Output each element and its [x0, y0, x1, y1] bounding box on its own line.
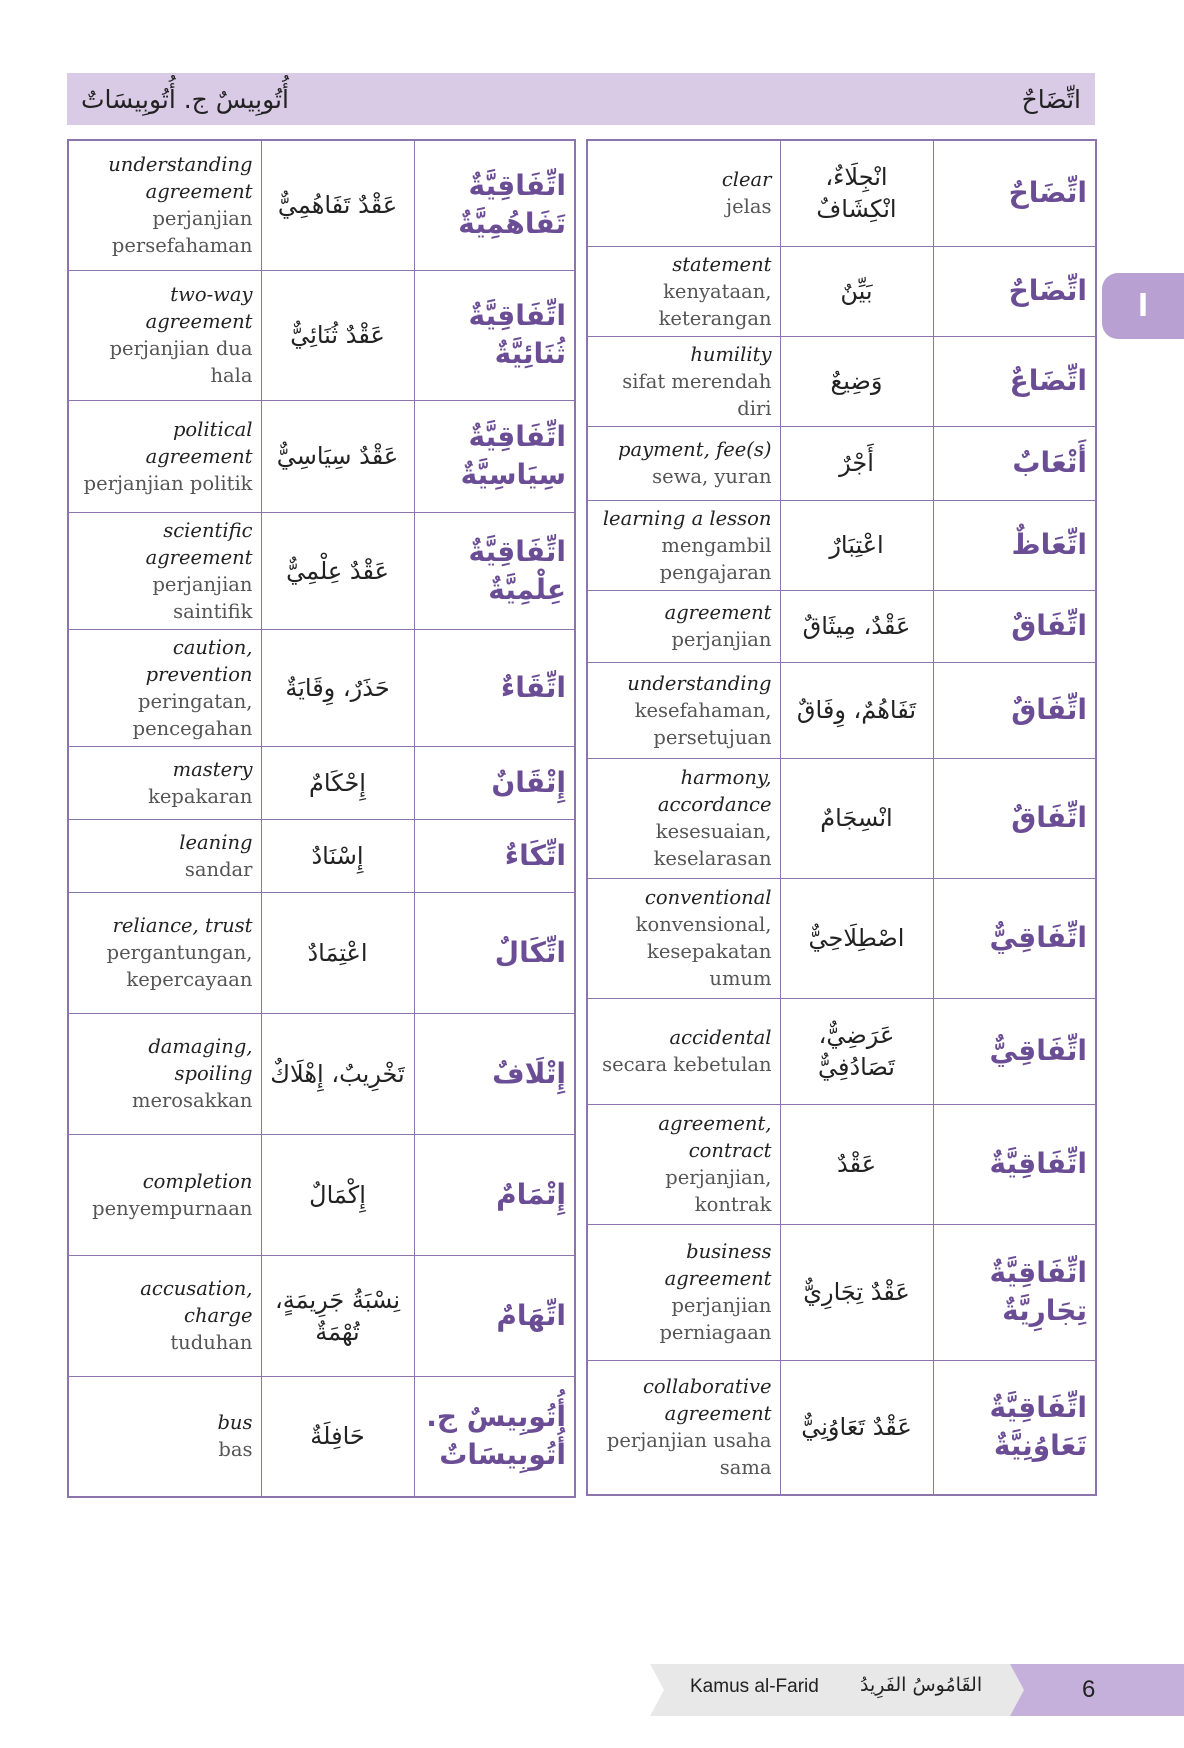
malay-meaning: perjanjian persefahaman	[111, 207, 253, 258]
synonym-cell: بَيِّنٌ	[780, 246, 933, 336]
malay-meaning: kesefahaman, persetujuan	[634, 698, 772, 749]
synonym-cell: حَذَرٌ، وِقَايَةٌ	[261, 629, 414, 746]
table-row	[68, 746, 575, 819]
footer-title-latin: Kamus al-Farid	[690, 1676, 819, 1697]
table-row	[587, 336, 1096, 426]
headword-cell: اتِّفَاقٌ	[933, 590, 1096, 662]
synonym-cell: حَافِلَةٌ	[261, 1376, 414, 1497]
meaning-cell	[68, 270, 261, 400]
english-meaning: scientific agreement	[145, 518, 253, 569]
english-meaning: two-way agreement	[145, 283, 253, 333]
english-meaning: payment, fee(s)	[618, 438, 772, 461]
synonym-cell: عَقْدٌ ثُنَائِيٌّ	[261, 270, 414, 400]
english-meaning: completion	[142, 1169, 253, 1193]
meaning-cell	[68, 1013, 261, 1134]
malay-meaning: kesesuaian, keselarasan	[653, 820, 772, 870]
headword-cell: إِتْلَافٌ	[414, 1013, 575, 1134]
meaning-cell	[587, 246, 780, 336]
table-row	[587, 998, 1096, 1104]
english-meaning: agreement	[664, 601, 772, 624]
malay-meaning: secara kebetulan	[602, 1053, 772, 1076]
headword-cell: اتِّفَاقٌ	[933, 758, 1096, 878]
synonym-cell: عَقْدٌ تِجَارِيٌّ	[780, 1224, 933, 1360]
headword-cell: اتِّضَاعٌ	[933, 336, 1096, 426]
english-meaning: caution, prevention	[145, 635, 253, 686]
headword-cell: اتِّهَامٌ	[414, 1255, 575, 1376]
synonym-cell: أَجْرٌ	[780, 426, 933, 500]
synonym-cell: إِسْنَادٌ	[261, 819, 414, 892]
page-header	[67, 73, 1095, 125]
headword-cell: اتِّفَاقِيَّةٌ عِلْمِيَّةٌ	[414, 512, 575, 629]
synonym-cell: عَقْدٌ تَعَاوُنِيٌّ	[780, 1360, 933, 1495]
meaning-cell	[68, 512, 261, 629]
table-row	[587, 878, 1096, 998]
malay-meaning: perjanjian politik	[83, 471, 253, 495]
malay-meaning: jelas	[726, 195, 772, 219]
table-row	[68, 1255, 575, 1376]
synonym-cell: نِسْبَةُ جَرِيمَةٍ، تُهْمَةٌ	[261, 1255, 414, 1376]
table-row	[587, 1104, 1096, 1224]
synonym-cell: عَرَضِيٌّ، تَصَادُفِيٌّ	[780, 998, 933, 1104]
headword-cell: إِتْقَانٌ	[414, 746, 575, 819]
headword-cell: اتِّفَاقٌ	[933, 662, 1096, 758]
headword-cell: اتِّفَاقِيَّةٌ	[933, 1104, 1096, 1224]
synonym-cell: عَقْدٌ	[780, 1104, 933, 1224]
english-meaning: damaging, spoiling	[148, 1035, 253, 1085]
dictionary-table-right	[586, 139, 1097, 1496]
synonym-cell: وَضِيعٌ	[780, 336, 933, 426]
meaning-cell	[68, 746, 261, 819]
headword-cell: أَتْعَابٌ	[933, 426, 1096, 500]
page-number-text: 6	[1082, 1676, 1096, 1703]
letter-index-tab[interactable]: ا	[1102, 273, 1184, 339]
english-meaning: harmony, accordance	[657, 766, 772, 816]
meaning-cell	[587, 758, 780, 878]
meaning-cell	[68, 1255, 261, 1376]
meaning-cell	[587, 1104, 780, 1224]
headword-cell: اتِّكَالٌ	[414, 892, 575, 1013]
malay-meaning: tuduhan	[170, 1331, 253, 1354]
table-row	[587, 246, 1096, 336]
table-row	[587, 140, 1096, 246]
table-row	[68, 1134, 575, 1255]
footer-notch	[650, 1664, 664, 1716]
header-guide-word-left: أُتُوبِيسٌ ج. أُتُوبِيسَاتٌ	[81, 84, 289, 114]
synonym-cell: إِكْمَالٌ	[261, 1134, 414, 1255]
table-row	[68, 512, 575, 629]
synonym-cell: اعْتِبَارٌ	[780, 500, 933, 590]
malay-meaning: sewa, yuran	[652, 465, 772, 488]
headword-cell: اتِّفَاقِيَّةٌ تِجَارِيَّةٌ	[933, 1224, 1096, 1360]
headword-cell: اتِّضَاحٌ	[933, 140, 1096, 246]
headword-cell: أُتُوبِيسٌ ج. أُتُوبِيسَاتٌ	[414, 1376, 575, 1497]
meaning-cell	[68, 1376, 261, 1497]
synonym-cell: تَخْرِيبٌ، إِهْلَاكٌ	[261, 1013, 414, 1134]
meaning-cell	[587, 998, 780, 1104]
english-meaning: conventional	[644, 886, 772, 909]
malay-meaning: bas	[218, 1438, 253, 1462]
headword-cell: اتِّفَاقِيَّةٌ تَفَاهُمِيَّةٌ	[414, 140, 575, 270]
table-row	[587, 1224, 1096, 1360]
english-meaning: statement	[672, 252, 772, 276]
malay-meaning: penyempurnaan	[92, 1196, 253, 1220]
page-number-notch	[1010, 1664, 1024, 1716]
table-row	[68, 270, 575, 400]
synonym-cell: عَقْدٌ، مِيثَاقٌ	[780, 590, 933, 662]
page-number	[1010, 1664, 1184, 1716]
meaning-cell	[587, 336, 780, 426]
meaning-cell	[587, 500, 780, 590]
table-row	[68, 819, 575, 892]
footer-title-arabic: القَامُوسُ الفَرِيدُ	[860, 1674, 983, 1696]
headword-cell: اتِّفَاقِيَّةٌ تَعَاوُنِيَّةٌ	[933, 1360, 1096, 1495]
headword-cell: اتِّعَاظٌ	[933, 500, 1096, 590]
malay-meaning: mengambil pengajaran	[659, 533, 772, 584]
meaning-cell	[587, 1360, 780, 1495]
meaning-cell	[587, 140, 780, 246]
table-row	[587, 662, 1096, 758]
meaning-cell	[587, 426, 780, 500]
synonym-cell: عَقْدٌ سِيَاسِيٌّ	[261, 400, 414, 512]
english-meaning: mastery	[172, 757, 253, 781]
synonym-cell: انْسِجَامٌ	[780, 758, 933, 878]
synonym-cell: انْجِلَاءٌ، انْكِشَافٌ	[780, 140, 933, 246]
malay-meaning: perjanjian usaha sama	[606, 1429, 772, 1480]
malay-meaning: peringatan, pencegahan	[132, 689, 253, 740]
malay-meaning: perjanjian saintifik	[152, 572, 253, 623]
english-meaning: business agreement	[664, 1240, 772, 1290]
synonym-cell: عَقْدٌ تَفَاهُمِيٌّ	[261, 140, 414, 270]
malay-meaning: kenyataan, keterangan	[658, 279, 772, 330]
dictionary-table-left	[67, 139, 576, 1498]
english-meaning: understanding	[627, 671, 772, 695]
synonym-cell: عَقْدٌ عِلْمِيٌّ	[261, 512, 414, 629]
table-row	[68, 892, 575, 1013]
headword-cell: اتِّفَاقِيَّةٌ سِيَاسِيَّةٌ	[414, 400, 575, 512]
meaning-cell	[68, 819, 261, 892]
headword-cell: اتِّضَاحٌ	[933, 246, 1096, 336]
english-meaning: political agreement	[145, 417, 253, 468]
meaning-cell	[587, 878, 780, 998]
header-guide-word-right: اتِّضَاحٌ	[1021, 84, 1081, 114]
table-row	[68, 400, 575, 512]
malay-meaning: pergantungan, kepercayaan	[106, 941, 253, 991]
english-meaning: agreement, contract	[658, 1112, 772, 1162]
malay-meaning: perjanjian perniagaan	[659, 1294, 772, 1344]
english-meaning: learning a lesson	[602, 506, 772, 530]
table-row	[68, 1013, 575, 1134]
malay-meaning: perjanjian dua hala	[109, 337, 253, 387]
headword-cell: اتِّفَاقِيَّةٌ ثُنَائِيَّةٌ	[414, 270, 575, 400]
meaning-cell	[68, 1134, 261, 1255]
table-row	[587, 1360, 1096, 1495]
synonym-cell: اصْطِلَاحِيٌّ	[780, 878, 933, 998]
synonym-cell: اعْتِمَادٌ	[261, 892, 414, 1013]
meaning-cell	[68, 629, 261, 746]
english-meaning: bus	[217, 1411, 253, 1435]
english-meaning: accidental	[669, 1026, 772, 1049]
headword-cell: اتِّفَاقِيٌّ	[933, 998, 1096, 1104]
headword-cell: إِتْمَامٌ	[414, 1134, 575, 1255]
meaning-cell	[68, 400, 261, 512]
meaning-cell	[587, 662, 780, 758]
malay-meaning: merosakkan	[131, 1089, 253, 1112]
english-meaning: humility	[690, 342, 772, 366]
english-meaning: clear	[721, 168, 772, 192]
malay-meaning: kepakaran	[148, 784, 253, 808]
table-row	[587, 590, 1096, 662]
malay-meaning: sandar	[184, 857, 253, 881]
headword-cell: اتِّكَاءٌ	[414, 819, 575, 892]
table-row	[587, 758, 1096, 878]
headword-cell: اتِّقَاءٌ	[414, 629, 575, 746]
meaning-cell	[68, 892, 261, 1013]
headword-cell: اتِّفَاقِيٌّ	[933, 878, 1096, 998]
malay-meaning: konvensional, kesepakatan umum	[635, 913, 772, 990]
table-row	[587, 500, 1096, 590]
english-meaning: collaborative agreement	[642, 1375, 772, 1426]
meaning-cell	[68, 140, 261, 270]
malay-meaning: perjanjian, kontrak	[665, 1166, 772, 1216]
table-row	[68, 140, 575, 270]
table-row	[68, 629, 575, 746]
table-row	[68, 1376, 575, 1497]
synonym-cell: إِحْكَامٌ	[261, 746, 414, 819]
english-meaning: accusation, charge	[140, 1277, 253, 1327]
meaning-cell	[587, 1224, 780, 1360]
english-meaning: reliance, trust	[112, 914, 253, 937]
meaning-cell	[587, 590, 780, 662]
synonym-cell: تَفَاهُمٌ، وِفَاقٌ	[780, 662, 933, 758]
malay-meaning: perjanjian	[671, 628, 772, 651]
malay-meaning: sifat merendah diri	[622, 369, 772, 420]
table-row	[587, 426, 1096, 500]
english-meaning: understanding agreement	[108, 153, 253, 204]
english-meaning: leaning	[179, 830, 253, 854]
